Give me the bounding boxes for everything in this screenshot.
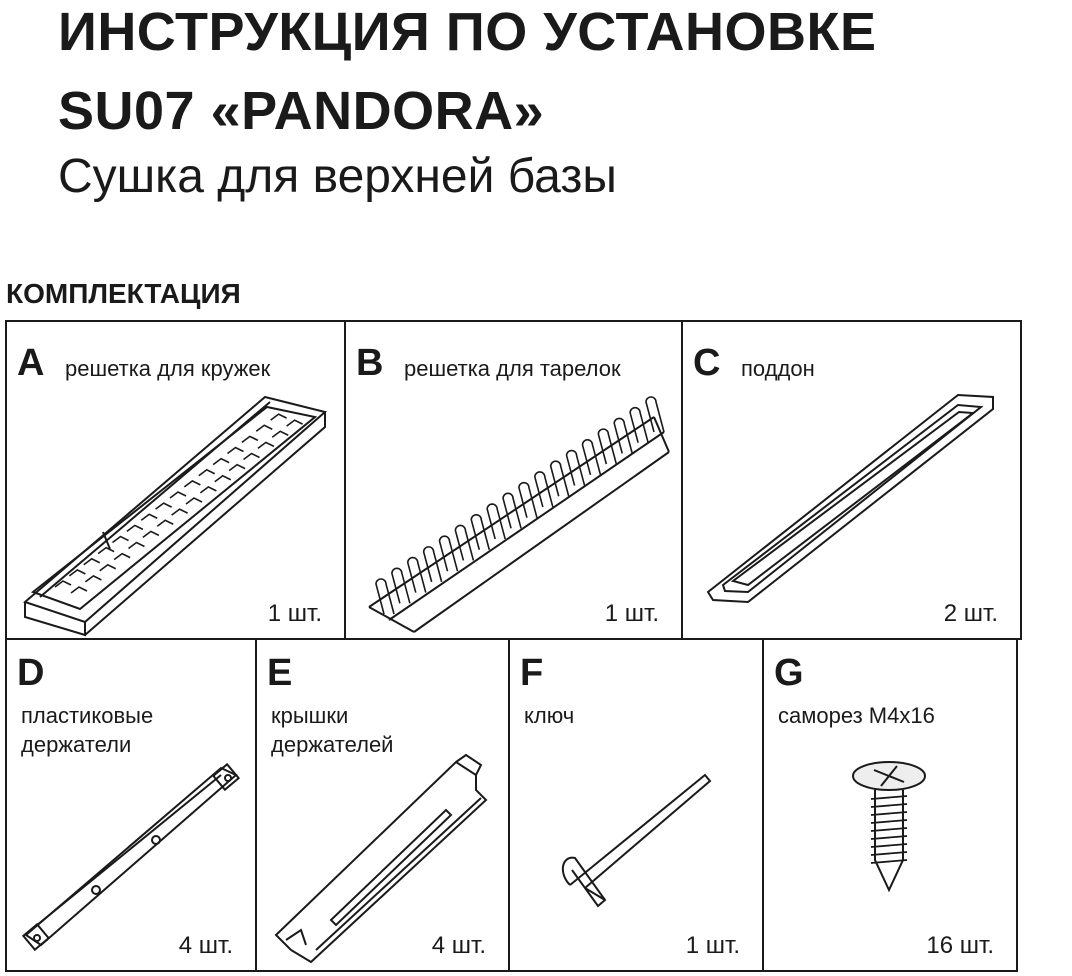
part-qty-f: 1 шт. — [685, 932, 740, 959]
part-name-e-line-2: держателей — [271, 731, 394, 757]
part-cell-b — [344, 320, 683, 640]
part-cell-f — [508, 638, 764, 972]
parts-row-1 — [5, 320, 1022, 640]
part-name-d-line-1: пластиковые — [21, 703, 154, 728]
part-letter-d: D — [17, 652, 45, 694]
title-line-1: ИНСТРУКЦИЯ ПО УСТАНОВКЕ — [58, 2, 877, 62]
tray-icon — [703, 387, 1003, 607]
title-line-2: SU07 «PANDORA» — [58, 81, 545, 141]
part-letter-f: F — [520, 652, 544, 694]
hex-key-icon — [550, 740, 750, 910]
part-name-d-line-2: держатели — [21, 731, 132, 757]
part-qty-a: 1 шт. — [267, 600, 322, 627]
part-name-b: решетка для тарелок — [404, 356, 621, 381]
section-title: КОМПЛЕКТАЦИЯ — [6, 278, 241, 309]
part-cell-g — [762, 638, 1018, 972]
part-name-a: решетка для кружек — [65, 356, 271, 381]
part-cell-c — [681, 320, 1022, 640]
parts-row-2 — [5, 640, 1022, 972]
part-qty-b: 1 шт. — [604, 600, 659, 627]
parts-grid — [5, 320, 1022, 972]
part-letter-b: B — [356, 342, 384, 384]
part-name-f: ключ — [524, 703, 575, 728]
part-qty-d: 4 шт. — [178, 932, 233, 959]
part-name-c: поддон — [741, 356, 815, 381]
part-letter-c: C — [693, 342, 721, 384]
part-cell-e — [255, 638, 510, 972]
part-qty-e: 4 шт. — [431, 932, 486, 959]
part-name-g: саморез М4х16 — [778, 703, 935, 728]
part-cell-d — [5, 638, 257, 972]
part-qty-g: 16 шт. — [926, 932, 994, 959]
part-name-e-line-1: крышки — [271, 703, 349, 728]
screw-icon — [849, 760, 939, 900]
part-letter-e: E — [267, 652, 293, 694]
part-cell-a — [5, 320, 346, 640]
plastic-holder-icon — [21, 760, 251, 960]
part-qty-c: 2 шт. — [943, 600, 998, 627]
subtitle: Сушка для верхней базы — [58, 150, 617, 203]
part-letter-g: G — [774, 652, 804, 694]
part-name-d — [21, 702, 153, 759]
part-letter-a: A — [17, 342, 45, 384]
